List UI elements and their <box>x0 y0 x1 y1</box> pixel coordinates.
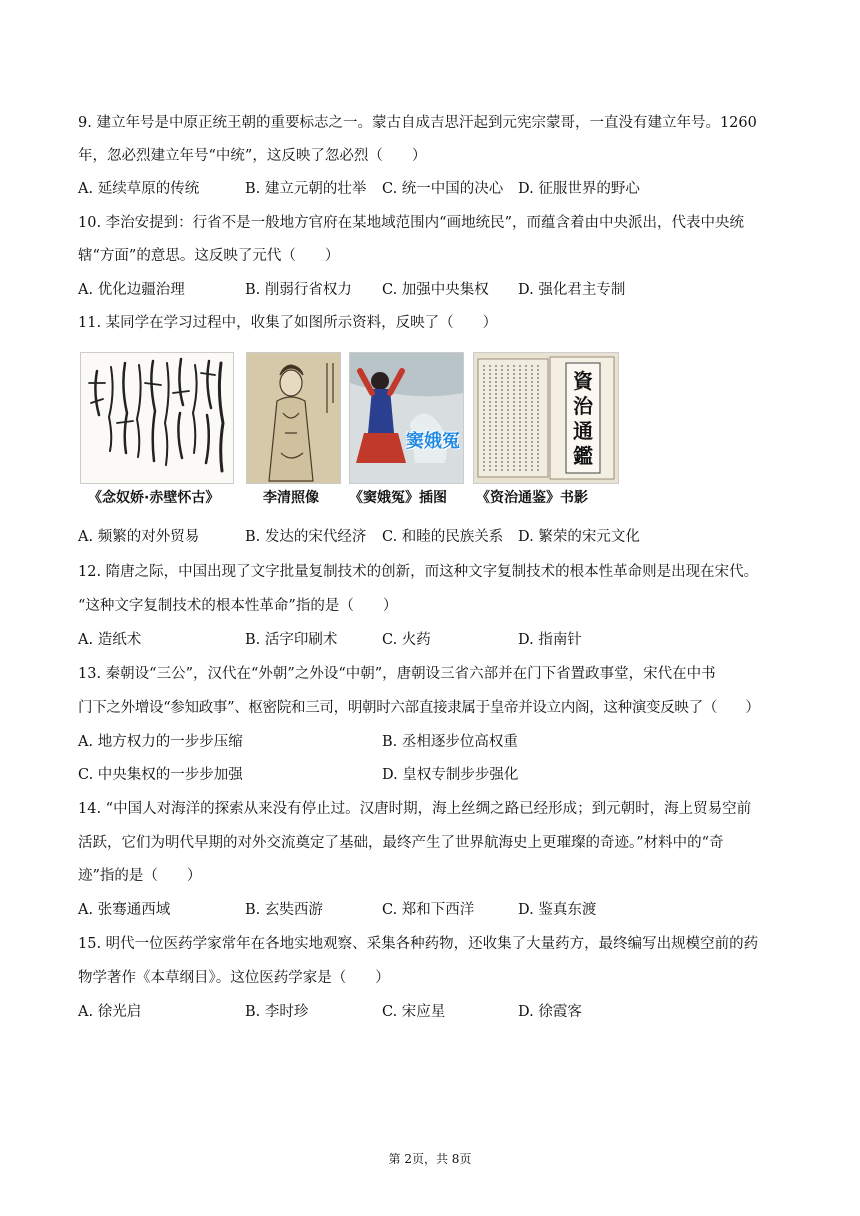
q9-stem-line2: 年，忽必烈建立年号“中统”，这反映了忽必烈（ ） <box>78 148 427 164</box>
q10-option-c: C. 加强中央集权 <box>382 282 489 298</box>
q10-stem-line1: 10. 李治安提到：行省不是一般地方官府在某地域范围内“画地统民”，而蕴含着由中央派出，代表中央统 <box>78 215 744 231</box>
zizhi-tongjian-book <box>473 352 619 484</box>
q14-option-d: D. 鉴真东渡 <box>518 902 597 918</box>
q15-stem-line2: 物学著作《本草纲目》。这位医药学家是（ ） <box>78 970 390 986</box>
q11-option-a: A. 频繁的对外贸易 <box>78 529 200 545</box>
q13-option-a: A. 地方权力的一步步压缩 <box>78 734 243 750</box>
q15-option-a: A. 徐光启 <box>78 1004 142 1020</box>
q15-option-d: D. 徐霞客 <box>518 1004 582 1020</box>
q14-stem-line1: 14. “中国人对海洋的探索从来没有停止过。汉唐时期，海上丝绸之路已经形成；到元朝时，海上贸易空前 <box>78 801 752 817</box>
q15-option-c: C. 宋应星 <box>382 1004 446 1020</box>
q13-stem-line2: 门下之外增设“参知政事”、枢密院和三司，明朝时六部直接隶属于皇帝并设立内阁，这种演变反映了（ ） <box>78 700 760 716</box>
q12-option-a: A. 造纸术 <box>78 632 142 648</box>
caption-nian-nu-jiao: 《念奴娇·赤壁怀古》 <box>88 490 220 506</box>
page-footer: 第 2页，共 8页 <box>388 1152 472 1166</box>
q12-option-d: D. 指南针 <box>518 632 582 648</box>
q15-option-b: B. 李时珍 <box>245 1004 309 1020</box>
q9-option-c: C. 统一中国的决心 <box>382 181 504 197</box>
q10-stem-line2: 辖“方面”的意思。这反映了元代（ ） <box>78 248 340 264</box>
q12-stem-line2: “这种文字复制技术的根本性革命”指的是（ ） <box>78 598 398 614</box>
q14-stem-line3: 迹”指的是（ ） <box>78 868 202 884</box>
dou-e-illustration <box>349 352 464 484</box>
caption-dou-e: 《窦娥冤》插图 <box>349 490 447 506</box>
q11-stem: 11. 某同学在学习过程中，收集了如图所示资料，反映了（ ） <box>78 315 498 331</box>
dou-e-overlay-text: 窦娥冤 <box>406 431 460 452</box>
q9-option-a: A. 延续草原的传统 <box>78 181 200 197</box>
q14-option-b: B. 玄奘西游 <box>245 902 323 918</box>
q14-option-a: A. 张骞通西域 <box>78 902 171 918</box>
q15-stem-line1: 15. 明代一位医药学家常年在各地实地观察、采集各种药物，还收集了大量药方，最终编写出规模空前的药 <box>78 936 759 952</box>
q9-option-d: D. 征服世界的野心 <box>518 181 640 197</box>
q13-stem-line1: 13. 秦朝设“三公”，汉代在“外朝”之外设“中朝”，唐朝设三省六部并在门下省置政事堂，宋代在中书 <box>78 666 716 682</box>
li-qingzhao-portrait <box>246 352 341 484</box>
q11-option-b: B. 发达的宋代经济 <box>245 529 367 545</box>
q10-option-b: B. 削弱行省权力 <box>245 282 352 298</box>
q10-option-a: A. 优化边疆治理 <box>78 282 185 298</box>
book-cover-title: 資治通鑑 <box>573 369 593 468</box>
q13-option-d: D. 皇权专制步步强化 <box>382 767 519 783</box>
q12-stem-line1: 12. 隋唐之际，中国出现了文字批量复制技术的创新，而这种文字复制技术的根本性革命则是出现在宋代。 <box>78 564 759 580</box>
caption-zizhi-tongjian: 《资治通鉴》书影 <box>476 490 588 506</box>
q9-option-b: B. 建立元朝的壮举 <box>245 181 367 197</box>
q14-option-c: C. 郑和下西洋 <box>382 902 475 918</box>
q11-option-c: C. 和睦的民族关系 <box>382 529 504 545</box>
q12-option-c: C. 火药 <box>382 632 431 648</box>
q13-option-b: B. 丞相逐步位高权重 <box>382 734 518 750</box>
q10-option-d: D. 强化君主专制 <box>518 282 626 298</box>
q11-option-d: D. 繁荣的宋元文化 <box>518 529 640 545</box>
q13-option-c: C. 中央集权的一步步加强 <box>78 767 243 783</box>
q9-stem-line1: 9. 建立年号是中原正统王朝的重要标志之一。蒙古自成吉思汗起到元宪宗蒙哥，一直没有建立年号。1260 <box>78 115 757 131</box>
calligraphy-image <box>80 352 234 484</box>
q14-stem-line2: 活跃，它们为明代早期的对外交流奠定了基础，最终产生了世界航海史上更璀璨的奇迹。”材料中的“奇 <box>78 835 724 851</box>
caption-li-qingzhao: 李清照像 <box>263 490 319 506</box>
q12-option-b: B. 活字印刷术 <box>245 632 338 648</box>
